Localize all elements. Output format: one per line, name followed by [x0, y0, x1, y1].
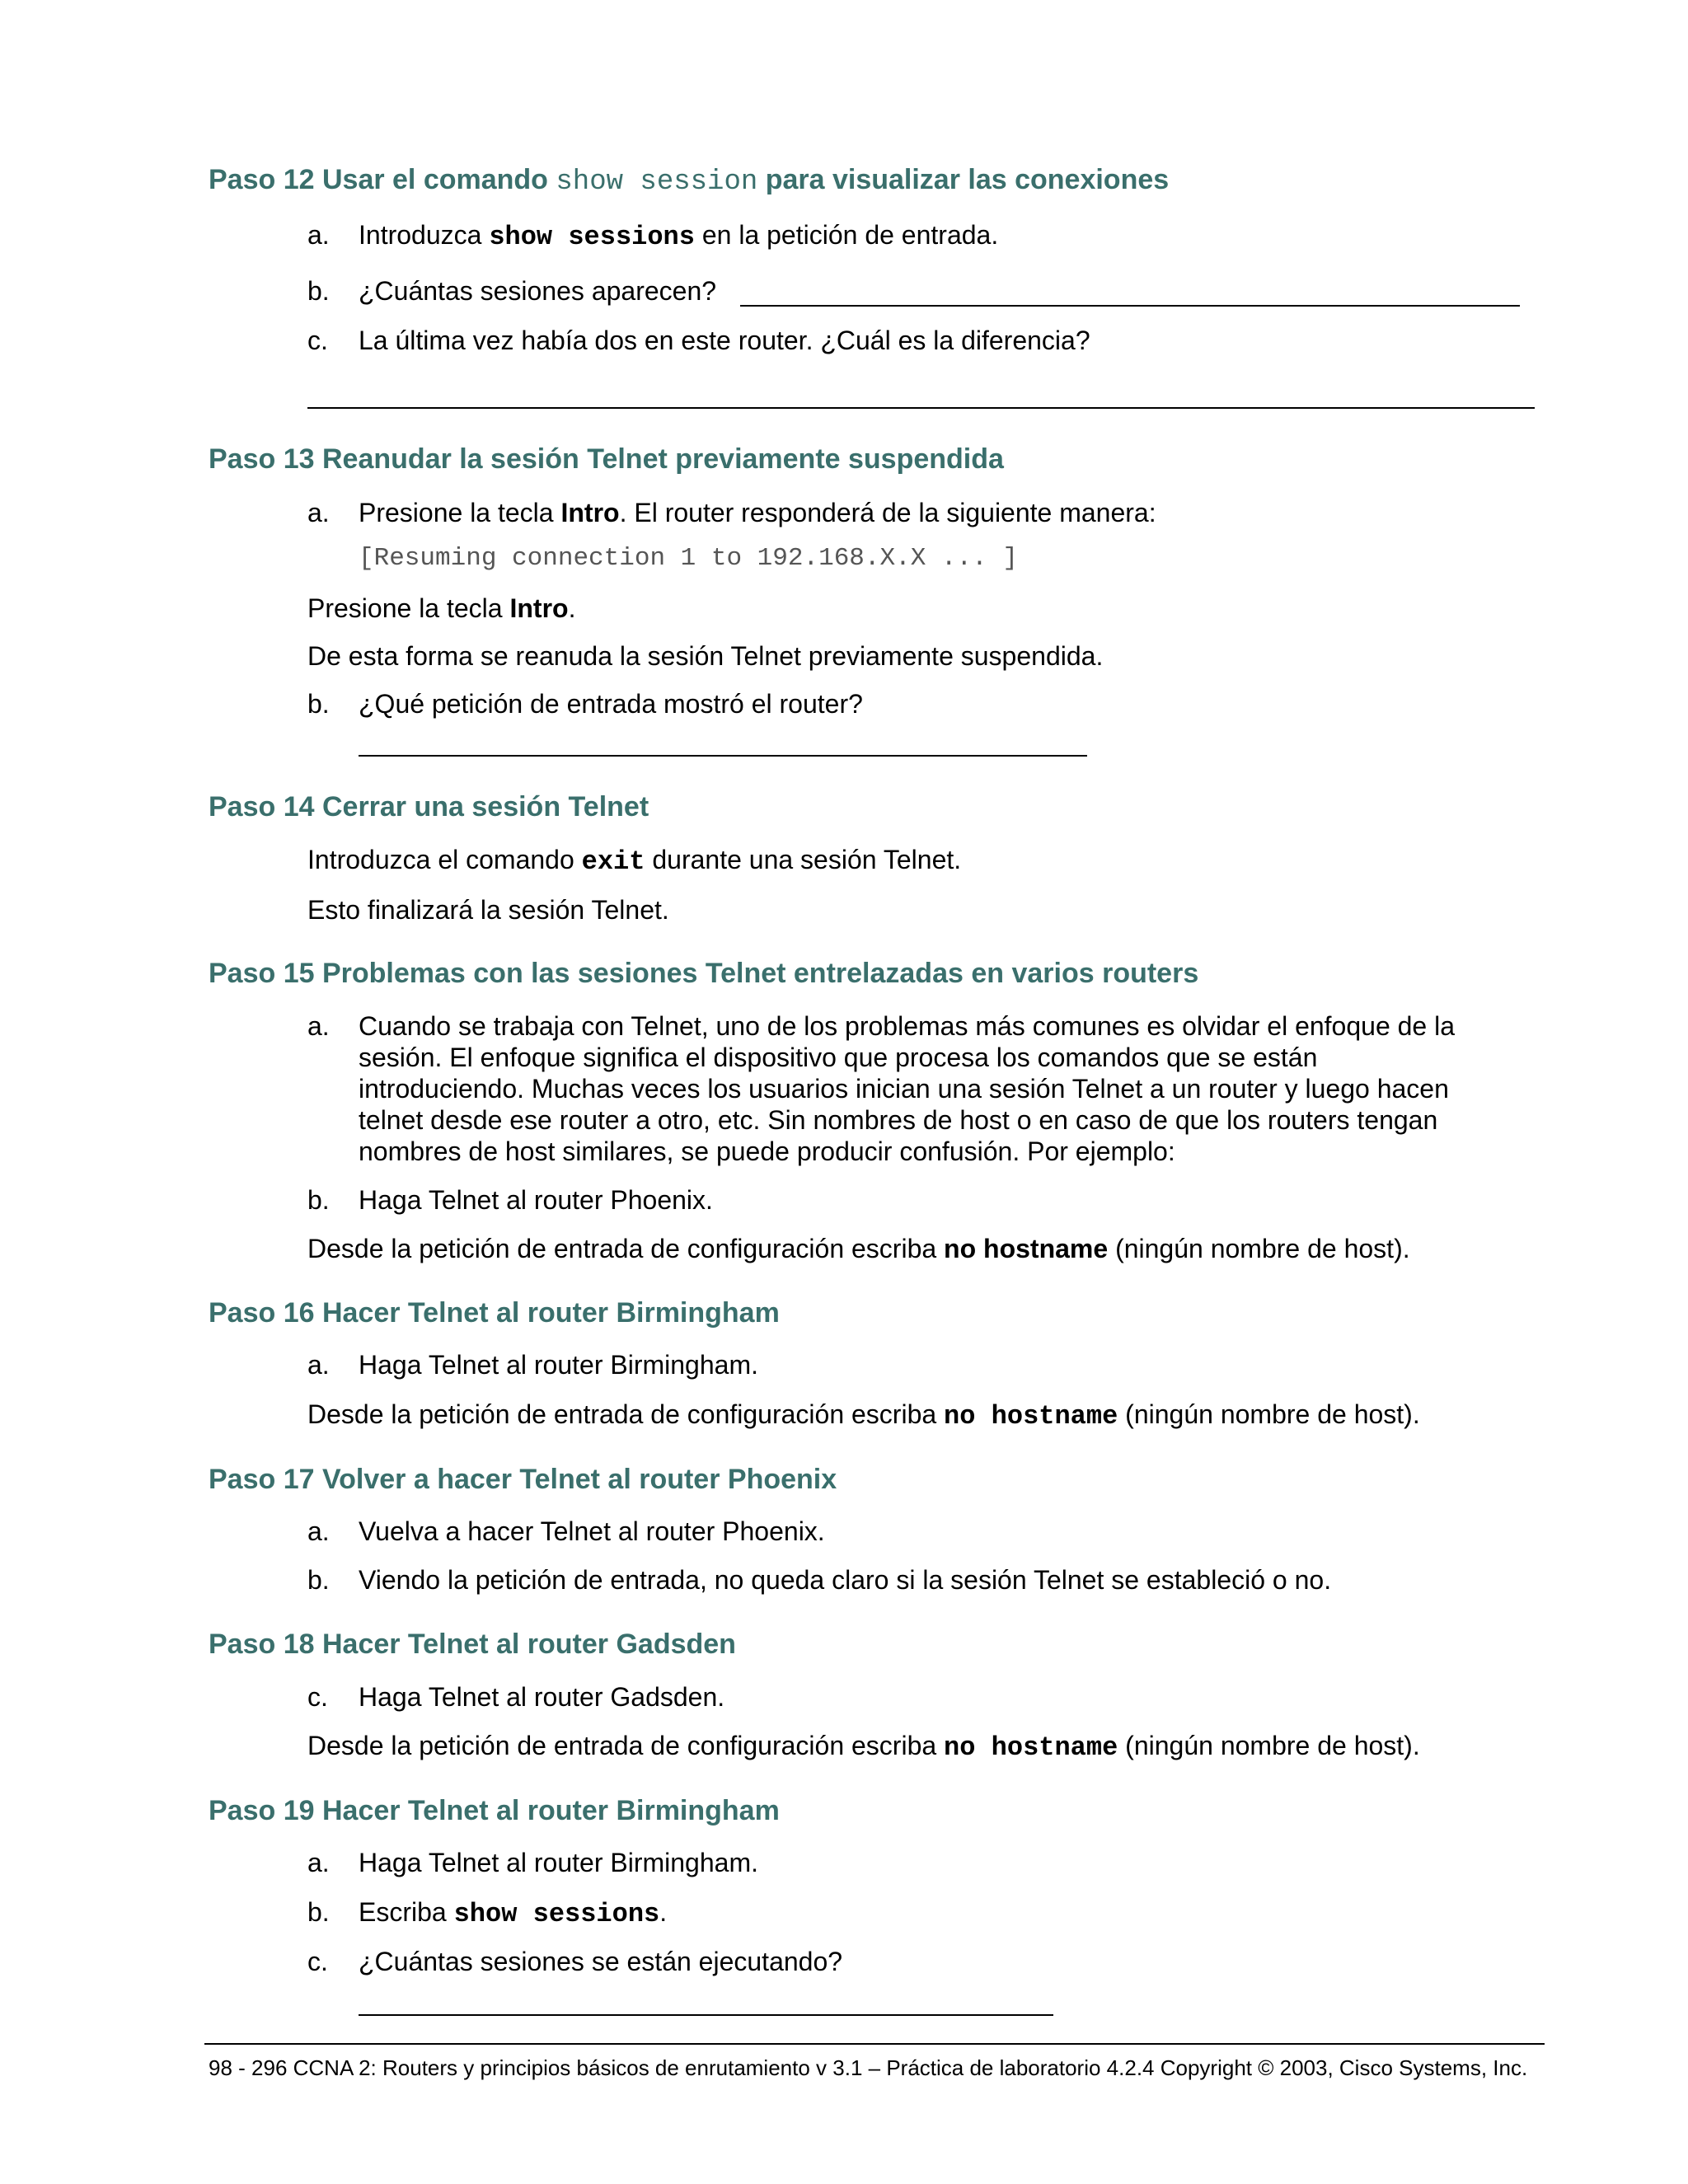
step-18-c-text: Haga Telnet al router Gadsden.: [359, 1682, 725, 1712]
step-12-a-label: a.: [307, 220, 330, 250]
step-15-a-line: Cuando se trabaja con Telnet, uno de los problemas más comunes es olvidar el enfoque de la: [359, 1011, 1456, 1041]
answer-line: [307, 407, 1535, 409]
step-14-para-1: Introduzca el comando exit durante una sesión Telnet.: [307, 845, 962, 877]
step-12-b-text: ¿Cuántas sesiones aparecen?: [359, 276, 717, 306]
step-17-b-text: Viendo la petición de entrada, no queda claro si la sesión Telnet se estableció o no.: [359, 1565, 1332, 1595]
step-15-a-line: sesión. El enfoque significa el dispositivo que procesa los comandos que se están: [359, 1043, 1318, 1072]
step-15-a-line: telnet desde ese router a otro, etc. Sin nombres de host o en caso de que los routers tengan: [359, 1105, 1438, 1135]
step-14-para-2: Esto finalizará la sesión Telnet.: [307, 895, 669, 925]
step-12-b-label: b.: [307, 276, 330, 306]
step-19-a-label: a.: [307, 1848, 330, 1877]
step-15-a-line: introduciendo. Muchas veces los usuarios inician una sesión Telnet a un router y luego hacen: [359, 1074, 1449, 1104]
step-18-para: Desde la petición de entrada de configuración escriba no hostname (ningún nombre de host).: [307, 1731, 1420, 1763]
step-15-b-text: Haga Telnet al router Phoenix.: [359, 1185, 713, 1215]
step-13-a-label: a.: [307, 498, 330, 527]
step-13-b-label: b.: [307, 689, 330, 719]
step-18-c-label: c.: [307, 1682, 328, 1712]
step-15-para: Desde la petición de entrada de configuración escriba no hostname (ningún nombre de host).: [307, 1234, 1410, 1263]
step-15-heading: Paso 15 Problemas con las sesiones Telnet entrelazadas en varios routers: [209, 958, 1199, 989]
step-15-a-line: nombres de host similares, se puede producir confusión. Por ejemplo:: [359, 1137, 1175, 1166]
step-19-heading: Paso 19 Hacer Telnet al router Birmingham: [209, 1795, 780, 1826]
footer-divider: [204, 2043, 1545, 2045]
step-18-heading: Paso 18 Hacer Telnet al router Gadsden: [209, 1629, 736, 1660]
step-13-para-1: Presione la tecla Intro.: [307, 593, 576, 623]
step-19-b-text: Escriba show sessions.: [359, 1897, 668, 1929]
step-13-a-text: Presione la tecla Intro. El router responderá de la siguiente manera:: [359, 498, 1156, 527]
answer-line: [740, 305, 1520, 307]
step-19-c-label: c.: [307, 1947, 328, 1976]
step-12-c-label: c.: [307, 326, 328, 355]
step-19-c-text: ¿Cuántas sesiones se están ejecutando?: [359, 1947, 843, 1976]
code-output: [Resuming connection 1 to 192.168.X.X ... ]: [359, 544, 1018, 573]
step-12-a-text: Introduzca show sessions en la petición de entrada.: [359, 220, 999, 252]
page-footer: 98 - 296 CCNA 2: Routers y principios básicos de enrutamiento v 3.1 – Práctica de laboratorio 4.2.4 Copyright © 2003, Cisco Systems, Inc.: [209, 2055, 1528, 2080]
step-16-para: Desde la petición de entrada de configuración escriba no hostname (ningún nombre de host).: [307, 1399, 1420, 1432]
step-15-b-label: b.: [307, 1185, 330, 1215]
step-12-heading: Paso 12 Usar el comando show session para visualizar las conexiones: [209, 164, 1170, 198]
step-19-b-label: b.: [307, 1897, 330, 1927]
step-15-a-label: a.: [307, 1011, 330, 1041]
step-12-c-text: La última vez había dos en este router. ¿Cuál es la diferencia?: [359, 326, 1090, 355]
step-17-a-text: Vuelva a hacer Telnet al router Phoenix.: [359, 1516, 825, 1546]
step-16-a-label: a.: [307, 1350, 330, 1380]
step-16-heading: Paso 16 Hacer Telnet al router Birmingham: [209, 1297, 780, 1329]
step-16-a-text: Haga Telnet al router Birmingham.: [359, 1350, 758, 1380]
step-19-a-text: Haga Telnet al router Birmingham.: [359, 1848, 758, 1877]
step-17-heading: Paso 17 Volver a hacer Telnet al router Phoenix: [209, 1464, 837, 1495]
step-13-para-2: De esta forma se reanuda la sesión Telnet previamente suspendida.: [307, 641, 1104, 671]
step-17-b-label: b.: [307, 1565, 330, 1595]
step-13-heading: Paso 13 Reanudar la sesión Telnet previamente suspendida: [209, 443, 1004, 475]
step-17-a-label: a.: [307, 1516, 330, 1546]
answer-line: [359, 2014, 1053, 2016]
step-14-heading: Paso 14 Cerrar una sesión Telnet: [209, 791, 649, 823]
answer-line: [359, 755, 1087, 757]
step-13-b-text: ¿Qué petición de entrada mostró el router?: [359, 689, 863, 719]
